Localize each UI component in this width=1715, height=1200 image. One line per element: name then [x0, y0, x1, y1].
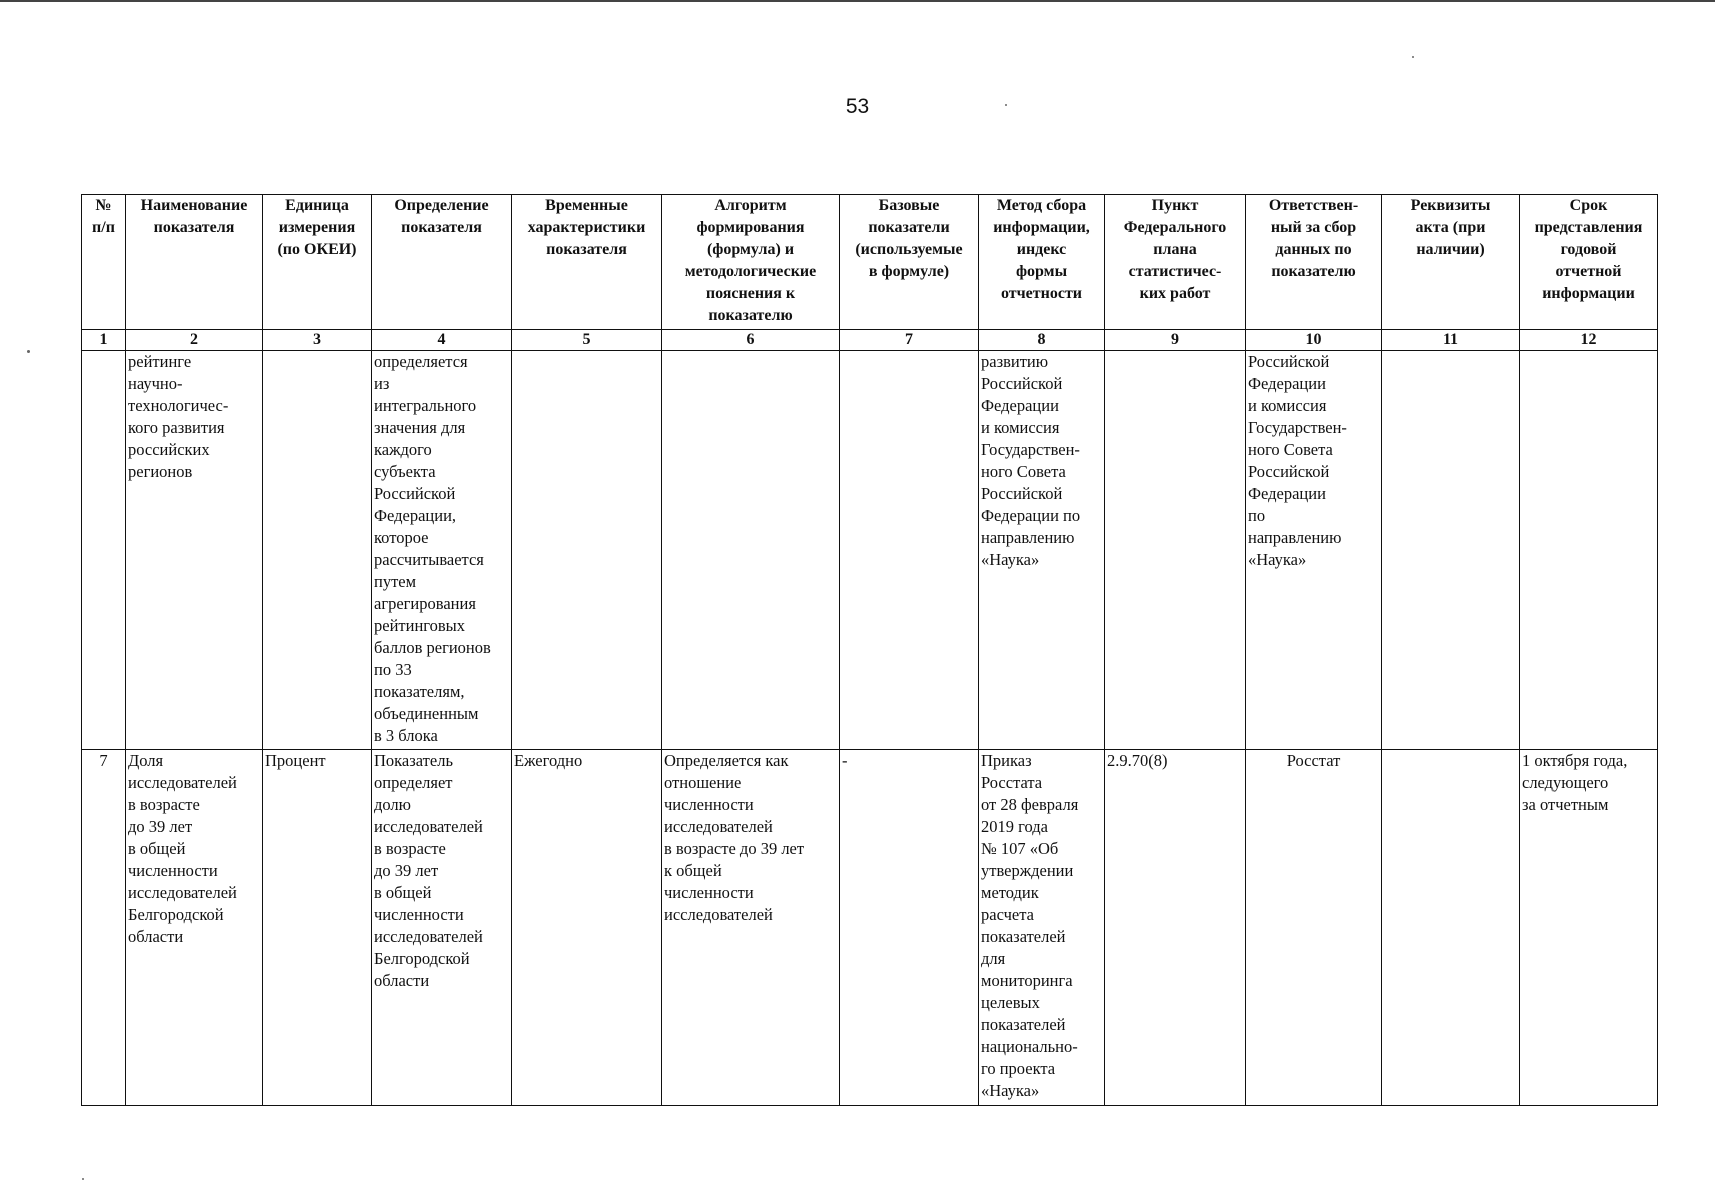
column-number: 3 [263, 330, 372, 351]
definition-cell: определяется из интегрального значения для каждого субъекта Российской Федерации, которое рассчитывается путем агрегирования рейтинговых баллов регионов по 33 показателям, объединенным в 3 блока [372, 351, 512, 750]
indicator-name-cell: рейтинге научно- технологичес- кого развития российских регионов [126, 351, 263, 750]
column-number: 4 [372, 330, 512, 351]
table-header-row [82, 195, 1658, 330]
indicator-name-cell: Доля исследователей в возрасте до 39 лет в общей численности исследователей Белгородской области [126, 750, 263, 1106]
row-num-cell: 7 [82, 750, 126, 1106]
collection-method-cell: развитию Российской Федерации и комиссия Государствен- ного Совета Российской Федерации по направлению «Наука» [979, 351, 1105, 750]
column-number: 5 [512, 330, 662, 351]
deadline-cell: 1 октября года, следующего за отчетным [1520, 750, 1658, 1106]
column-number: 10 [1246, 330, 1382, 351]
base-indicators-cell [840, 351, 979, 750]
header-algorithm: Алгоритм формирования (формула) и методологические пояснения к показателю [662, 195, 840, 330]
federal-plan-item-cell [1105, 351, 1246, 750]
responsible-cell: Росстат [1246, 750, 1382, 1106]
unit-cell [263, 351, 372, 750]
column-number: 11 [1382, 330, 1520, 351]
unit-cell: Процент [263, 750, 372, 1106]
deadline-cell [1520, 351, 1658, 750]
column-number: 9 [1105, 330, 1246, 351]
definition-cell: Показатель определяет долю исследователей в возрасте до 39 лет в общей численности исследователей Белгородской области [372, 750, 512, 1106]
act-details-cell [1382, 351, 1520, 750]
row-num-cell [82, 351, 126, 750]
scan-speck [27, 350, 30, 353]
scan-speck [82, 1178, 84, 1180]
column-number: 8 [979, 330, 1105, 351]
act-details-cell [1382, 750, 1520, 1106]
responsible-cell: Российской Федерации и комиссия Государствен- ного Совета Российской Федерации по направлению «Наука» [1246, 351, 1382, 750]
header-unit: Единица измерения (по ОКЕИ) [263, 195, 372, 330]
header-responsible: Ответствен- ный за сбор данных по показателю [1246, 195, 1382, 330]
header-num: № п/п [82, 195, 126, 330]
table-row [82, 351, 1658, 750]
scan-speck [1005, 104, 1007, 106]
page-number: 53 [845, 95, 870, 118]
header-collection-method: Метод сбора информации, индекс формы отчетности [979, 195, 1105, 330]
column-number-row [82, 330, 1658, 351]
column-number: 1 [82, 330, 126, 351]
column-number: 2 [126, 330, 263, 351]
time-characteristics-cell [512, 351, 662, 750]
header-definition: Определение показателя [372, 195, 512, 330]
header-base-indicators: Базовые показатели (используемые в формуле) [840, 195, 979, 330]
base-indicators-cell: - [840, 750, 979, 1106]
header-deadline: Срок представления годовой отчетной информации [1520, 195, 1658, 330]
header-act-details: Реквизиты акта (при наличии) [1382, 195, 1520, 330]
algorithm-cell: Определяется как отношение численности исследователей в возрасте до 39 лет к общей численности исследователей [662, 750, 840, 1106]
time-characteristics-cell: Ежегодно [512, 750, 662, 1106]
column-number: 7 [840, 330, 979, 351]
header-federal-plan-item: Пункт Федерального плана статистичес- ких работ [1105, 195, 1246, 330]
table-row [82, 750, 1658, 1106]
collection-method-cell: Приказ Росстата от 28 февраля 2019 года № 107 «Об утверждении методик расчета показателей для мониторинга целевых показателей национально- го проекта «Наука» [979, 750, 1105, 1106]
algorithm-cell [662, 351, 840, 750]
federal-plan-item-cell: 2.9.70(8) [1105, 750, 1246, 1106]
column-number: 6 [662, 330, 840, 351]
header-time-characteristics: Временные характеристики показателя [512, 195, 662, 330]
indicator-table [81, 194, 1658, 1106]
scan-speck [1412, 56, 1414, 58]
top-border-line [0, 0, 1715, 2]
column-number: 12 [1520, 330, 1658, 351]
header-indicator-name: Наименование показателя [126, 195, 263, 330]
